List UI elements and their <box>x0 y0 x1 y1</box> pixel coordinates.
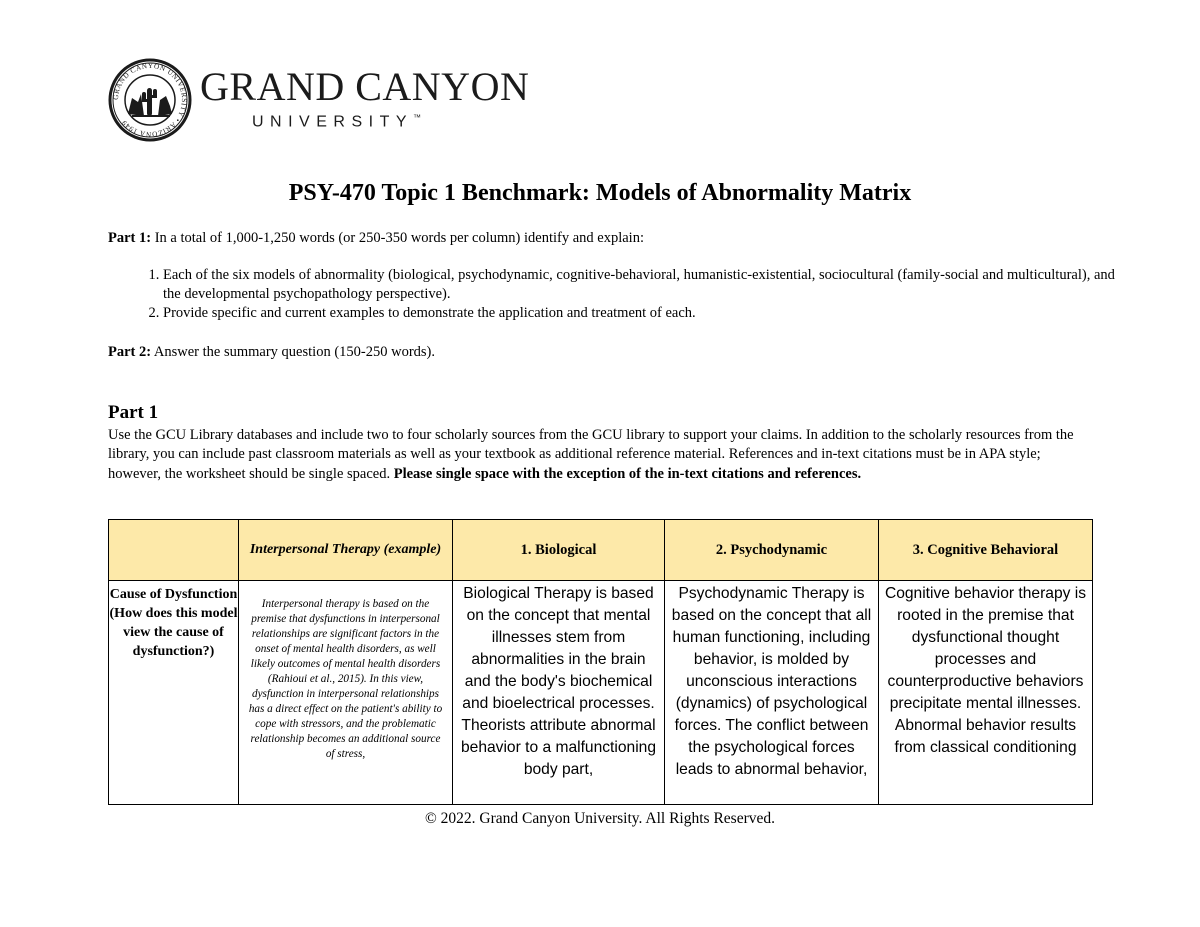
section-body-text: Use the GCU Library databases and include two to four scholarly sources from the GCU library to support your claims. In addition to the scholarly resources from the library, you can include past classroom materials as well as your textbook as additional reference material. References and in-text citations must be in APA style; however, the worksheet should be single spaced. <box>108 427 1074 482</box>
cell-psychodynamic-text: Psychodynamic Therapy is based on the concept that all human functioning, including behavior, is molded by unconscious interactions (dynamics) of psychological forces. The conflict between the psychological forces leads to abnormal behavior, <box>671 585 872 778</box>
header-cell-cognitive: 3. Cognitive Behavioral <box>879 520 1093 581</box>
list-item: 1. Each of the six models of abnormality (biological, psychodynamic, cognitive-behavioral, humanistic-existential, sociocultural (family-social and multicultural), and the developmental psychopathology perspective). <box>163 266 1123 304</box>
cell-example-text: Interpersonal therapy is based on the premise that dysfunctions in interpersonal relationships are significant factors in the onset of mental health disorders, as well likely outcomes of mental health disorders (Rahioui et al., 2015). In this view, dysfunction in interpersonal relationships has a direct effect on the patient's ability to cope with stressors, and the problematic relationship becomes an additional source of stress, <box>248 598 443 760</box>
instruction-list <box>108 266 1123 323</box>
table-header-row <box>109 520 1093 581</box>
part2-instruction <box>108 343 435 362</box>
header-cell-empty <box>109 520 239 581</box>
wordmark <box>200 63 530 132</box>
copyright-footer: © 2022. Grand Canyon University. All Rights Reserved. <box>424 810 775 827</box>
cell-example[interactable] <box>239 581 453 805</box>
cell-biological-text: Biological Therapy is based on the concept that mental illnesses stem from abnormalities in the brain and the body's biochemical and bioelectrical processes. Theorists attribute abnormal behavior to a malfunctioning body part, <box>460 585 657 778</box>
section-body <box>108 426 1093 484</box>
document-title: PSY-470 Topic 1 Benchmark: Models of Abnormality Matrix <box>288 180 912 206</box>
wordmark-sub <box>252 108 529 132</box>
cell-psychodynamic[interactable] <box>665 581 879 805</box>
cell-biological[interactable] <box>453 581 665 805</box>
list-item: 2. Provide specific and current examples to demonstrate the application and treatment of each. <box>163 304 1123 323</box>
abnormality-matrix-table <box>108 519 1093 805</box>
university-logo <box>108 58 529 142</box>
part1-label: Part 1: <box>108 230 152 246</box>
trademark-mark: ™ <box>413 112 422 122</box>
row-label-cause <box>109 581 239 805</box>
part2-label: Part 2: <box>108 344 152 360</box>
wordmark-university: UNIVERSITY <box>252 113 414 131</box>
wordmark-name: GRAND CANYON <box>200 63 530 109</box>
row-label-text: Cause of Dysfunction (How does this model view the cause of dysfunction?) <box>109 587 238 659</box>
header-cell-psychodynamic: 2. Psychodynamic <box>665 520 879 581</box>
header-cell-biological: 1. Biological <box>453 520 665 581</box>
header-cell-example: Interpersonal Therapy (example) <box>239 520 453 581</box>
part2-text: Answer the summary question (150-250 words). <box>153 344 435 360</box>
table-row <box>109 581 1093 805</box>
university-seal-icon <box>108 58 192 142</box>
section-heading: Part 1 <box>108 402 159 423</box>
part1-text: In a total of 1,000-1,250 words (or 250-350 words per column) identify and explain: <box>154 230 644 246</box>
section-body-bold: Please single space with the exception of the in-text citations and references. <box>393 465 862 482</box>
part1-instruction <box>108 229 644 248</box>
svg-text:GRAND CANYON UNIVERSITY • ARIZ: GRAND CANYON UNIVERSITY • ARIZONA 1949 <box>111 61 189 139</box>
cell-cognitive[interactable] <box>879 581 1093 805</box>
cell-cognitive-text: Cognitive behavior therapy is rooted in the premise that dysfunctional thought processes and counterproductive behaviors precipitate mental illnesses. Abnormal behavior results from classical conditioning <box>884 585 1087 756</box>
